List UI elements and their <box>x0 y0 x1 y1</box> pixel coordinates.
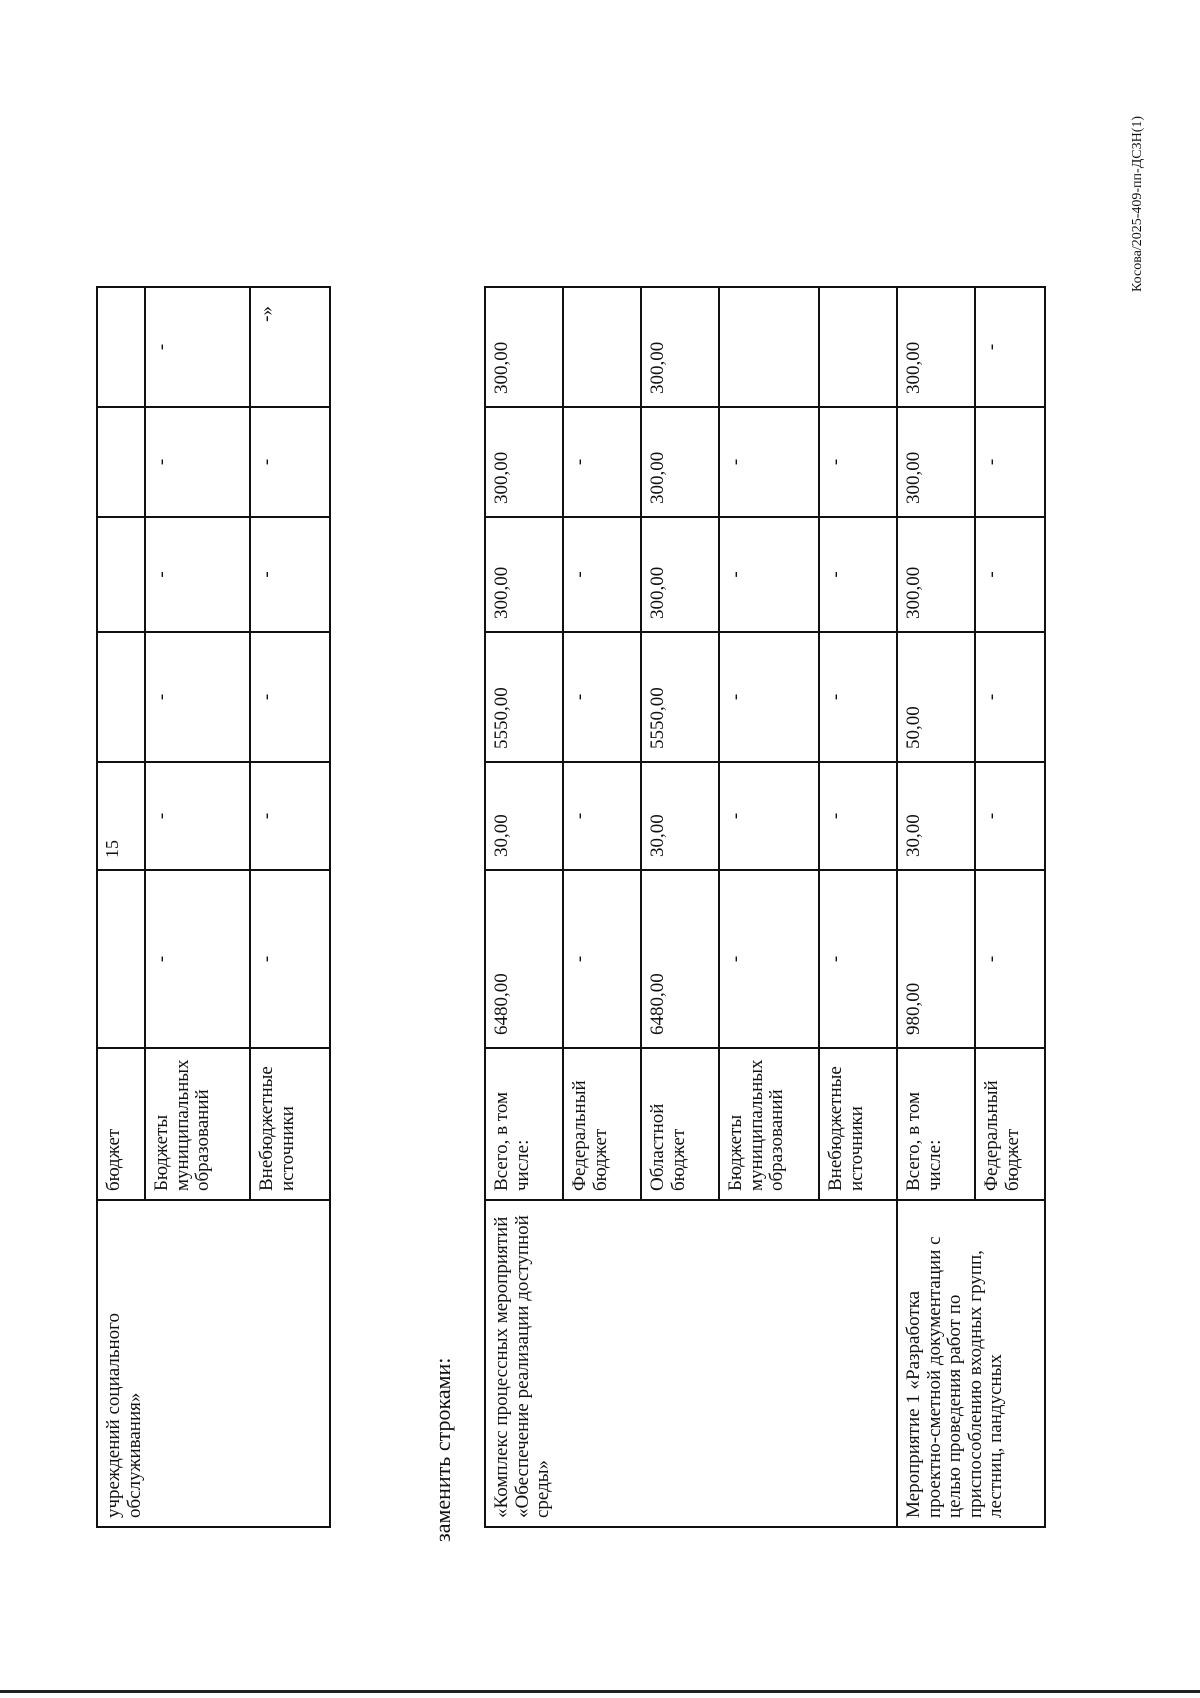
table-cell-value: - <box>250 870 330 1048</box>
table-cell-value: - <box>975 632 1045 762</box>
table-cell-value: - <box>563 517 641 632</box>
table-cell-value: - <box>819 632 897 762</box>
table-cell-name: учреждений социального обслуживания» <box>97 1200 330 1527</box>
table-cell-value: - <box>250 517 330 632</box>
table-cell-value: - <box>145 762 250 870</box>
table-cell-value <box>563 287 641 407</box>
table-cell-value: 300,00 <box>897 287 975 407</box>
table-cell-value: - <box>145 407 250 517</box>
table-cell-value: 30,00 <box>641 762 719 870</box>
table-cell-value: - <box>145 287 250 407</box>
table-cell-source: Внебюджетные источники <box>250 1048 330 1200</box>
table-cell-value: - <box>719 517 819 632</box>
table-cell-value: - <box>719 407 819 517</box>
table-cell-value: 300,00 <box>485 287 563 407</box>
table-cell-value: 30,00 <box>897 762 975 870</box>
table-cell-source: Областной бюджет <box>641 1048 719 1200</box>
table-cell-value: - <box>563 762 641 870</box>
table-cell-value: 300,00 <box>641 517 719 632</box>
table-cell-source: Всего, в том числе: <box>897 1048 975 1200</box>
table-cell-value <box>97 407 145 517</box>
table-cell-value <box>719 287 819 407</box>
table-cell-value: - <box>975 870 1045 1048</box>
table-cell-value <box>97 762 145 870</box>
table-cell-value: - <box>145 632 250 762</box>
table-cell-value <box>97 632 145 762</box>
table-cell-value: - <box>819 517 897 632</box>
table-row <box>97 287 145 1527</box>
table-cell-value: - <box>250 762 330 870</box>
table-cell-value: 5550,00 <box>485 632 563 762</box>
table-cell-source: Бюджеты муниципальных образований <box>719 1048 819 1200</box>
table-cell-source: Федеральный бюджет <box>563 1048 641 1200</box>
table-cell-value: - <box>563 870 641 1048</box>
table-cell-name: Мероприятие 1 «Разработка проектно-сметной документации с целью проведения работ по приспособлению входных групп, лестниц, пандусных <box>897 1200 1045 1527</box>
table-cell-value: - <box>145 870 250 1048</box>
table-cell-value <box>819 287 897 407</box>
table-row <box>485 287 563 1527</box>
table-cell-value: -» <box>250 287 330 407</box>
funding-table-replacement <box>484 286 1046 1528</box>
table-cell-source: бюджет <box>97 1048 145 1200</box>
table-cell-value: 300,00 <box>485 517 563 632</box>
table-cell-value: 6480,00 <box>485 870 563 1048</box>
table-cell-value: 300,00 <box>485 407 563 517</box>
table-cell-value: 30,00 <box>485 762 563 870</box>
table-cell-value: - <box>145 517 250 632</box>
table-cell-value: - <box>975 762 1045 870</box>
table-cell-source: Бюджеты муниципальных образований <box>145 1048 250 1200</box>
table-row <box>897 287 975 1527</box>
table-cell-value: - <box>250 632 330 762</box>
page-number: 15 <box>102 840 122 858</box>
table-cell-value: 50,00 <box>897 632 975 762</box>
table-cell-value: - <box>819 870 897 1048</box>
replace-label: заменить строками: <box>430 1357 455 1542</box>
table-cell-value: - <box>819 407 897 517</box>
document-footer-code: Косова/2025-409-пп-ДСЗН(1) <box>1130 115 1145 292</box>
table-cell-source: Всего, в том числе: <box>485 1048 563 1200</box>
table-cell-value: 6480,00 <box>641 870 719 1048</box>
table-cell-value: - <box>719 632 819 762</box>
table-cell-value: 980,00 <box>897 870 975 1048</box>
table-cell-value: - <box>975 407 1045 517</box>
table-cell-value: 300,00 <box>897 407 975 517</box>
table-cell-value <box>97 517 145 632</box>
table-cell-value: 300,00 <box>897 517 975 632</box>
table-cell-value: - <box>819 762 897 870</box>
table-cell-value: - <box>719 762 819 870</box>
table-cell-value: - <box>250 407 330 517</box>
table-cell-source: Федеральный бюджет <box>975 1048 1045 1200</box>
table-cell-value: - <box>975 517 1045 632</box>
table-cell-value: 5550,00 <box>641 632 719 762</box>
table-cell-value <box>97 287 145 407</box>
table-cell-value <box>97 870 145 1048</box>
table-cell-value: - <box>719 870 819 1048</box>
table-cell-value: - <box>563 632 641 762</box>
funding-table-top <box>96 286 331 1528</box>
table-cell-value: - <box>563 407 641 517</box>
table-cell-value: 300,00 <box>641 287 719 407</box>
table-cell-value: - <box>975 287 1045 407</box>
table-cell-name: «Комплекс процессных мероприятий «Обеспечение реализации доступной среды» <box>485 1200 897 1527</box>
table-cell-source: Внебюджетные источники <box>819 1048 897 1200</box>
table-cell-value: 300,00 <box>641 407 719 517</box>
